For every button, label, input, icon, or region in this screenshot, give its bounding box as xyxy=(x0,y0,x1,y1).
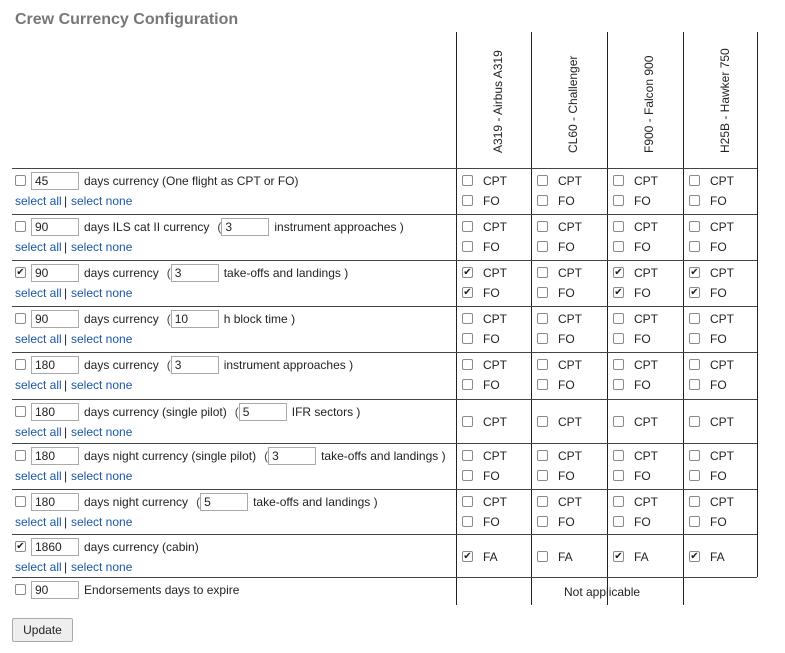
role-checkbox[interactable] xyxy=(613,359,624,370)
role-checkbox[interactable] xyxy=(689,221,700,232)
role-label: FO xyxy=(483,240,500,254)
row-divider xyxy=(12,399,757,400)
role-checkbox[interactable] xyxy=(462,450,473,461)
role-checkbox[interactable] xyxy=(462,470,473,481)
role-checkbox[interactable] xyxy=(613,267,624,278)
currency-label: days currency xyxy=(84,358,159,372)
days-input[interactable]: 90 xyxy=(31,310,79,328)
count-input[interactable]: 3 xyxy=(268,447,316,465)
paren-open: ( xyxy=(217,220,222,234)
select-none-link[interactable]: select none xyxy=(71,515,133,529)
role-label: FO xyxy=(634,286,651,300)
endorsement-label: Endorsements days to expire xyxy=(84,583,240,597)
role-label: CPT xyxy=(710,358,734,372)
role-label: CPT xyxy=(483,220,507,234)
role-checkbox[interactable] xyxy=(462,313,473,324)
count-label: IFR sectors ) xyxy=(291,405,361,419)
role-checkbox[interactable] xyxy=(462,379,473,390)
role-label: CPT xyxy=(558,358,582,372)
currency-enable-checkbox[interactable] xyxy=(15,267,26,278)
role-checkbox[interactable] xyxy=(613,496,624,507)
count-label: h block time ) xyxy=(223,312,296,326)
role-label: CPT xyxy=(634,415,658,429)
aircraft-header-label: F900 - Falcon 900 xyxy=(642,55,656,153)
select-none-link[interactable]: select none xyxy=(71,240,133,254)
role-checkbox[interactable] xyxy=(462,175,473,186)
select-none-link[interactable]: select none xyxy=(71,425,133,439)
role-checkbox[interactable] xyxy=(462,359,473,370)
currency-enable-checkbox[interactable] xyxy=(15,313,26,324)
currency-label: days currency xyxy=(84,266,159,280)
role-checkbox[interactable] xyxy=(537,241,548,252)
role-label: CPT xyxy=(710,495,734,509)
role-checkbox[interactable] xyxy=(462,333,473,344)
currency-label: days ILS cat II currency xyxy=(84,220,210,234)
role-label: FO xyxy=(634,240,651,254)
days-input[interactable]: 90 xyxy=(31,264,79,282)
role-checkbox[interactable] xyxy=(613,379,624,390)
count-input[interactable]: 3 xyxy=(221,218,269,236)
role-label: FO xyxy=(558,286,575,300)
role-label: FO xyxy=(558,240,575,254)
role-checkbox[interactable] xyxy=(689,516,700,527)
role-label: FO xyxy=(558,332,575,346)
column-divider xyxy=(456,32,457,605)
column-divider xyxy=(607,32,608,605)
role-label: CPT xyxy=(558,495,582,509)
link-separator: | xyxy=(64,332,68,346)
row-divider xyxy=(12,489,757,490)
select-all-link[interactable]: select all xyxy=(15,425,62,439)
link-separator: | xyxy=(64,194,68,208)
role-checkbox[interactable] xyxy=(537,516,548,527)
row-divider xyxy=(12,306,757,307)
role-checkbox[interactable] xyxy=(689,195,700,206)
count-input[interactable]: 5 xyxy=(239,403,287,421)
count-label: take-offs and landings ) xyxy=(253,495,378,509)
role-checkbox[interactable] xyxy=(613,416,624,427)
currency-label: days currency xyxy=(84,312,159,326)
role-label: FA xyxy=(483,550,498,564)
role-checkbox[interactable] xyxy=(462,267,473,278)
currency-label: days night currency xyxy=(84,495,189,509)
row-divider xyxy=(12,214,757,215)
role-checkbox[interactable] xyxy=(462,416,473,427)
role-checkbox[interactable] xyxy=(613,470,624,481)
link-separator: | xyxy=(64,286,68,300)
days-input[interactable]: 180 xyxy=(31,447,79,465)
role-checkbox[interactable] xyxy=(537,450,548,461)
select-all-link[interactable]: select all xyxy=(15,515,62,529)
paren-open: ( xyxy=(166,266,171,280)
days-input[interactable]: 1860 xyxy=(31,538,79,556)
select-all-link[interactable]: select all xyxy=(15,560,62,574)
role-label: FO xyxy=(483,332,500,346)
role-label: FO xyxy=(483,515,500,529)
role-label: FO xyxy=(634,194,651,208)
role-checkbox[interactable] xyxy=(462,287,473,298)
count-input[interactable]: 3 xyxy=(171,356,219,374)
not-applicable-label: Not applicable xyxy=(564,585,641,599)
role-label: FO xyxy=(483,469,500,483)
role-checkbox[interactable] xyxy=(613,551,624,562)
role-checkbox[interactable] xyxy=(537,287,548,298)
role-label: CPT xyxy=(483,449,507,463)
count-label: instrument approaches ) xyxy=(223,358,354,372)
role-checkbox[interactable] xyxy=(689,450,700,461)
role-label: CPT xyxy=(710,415,734,429)
role-label: FO xyxy=(710,286,727,300)
role-checkbox[interactable] xyxy=(537,221,548,232)
role-label: CPT xyxy=(634,312,658,326)
select-all-link[interactable]: select all xyxy=(15,194,62,208)
role-checkbox[interactable] xyxy=(462,496,473,507)
select-all-link[interactable]: select all xyxy=(15,240,62,254)
role-label: CPT xyxy=(558,266,582,280)
role-checkbox[interactable] xyxy=(462,221,473,232)
currency-enable-checkbox[interactable] xyxy=(15,450,26,461)
role-checkbox[interactable] xyxy=(689,241,700,252)
role-label: FO xyxy=(558,194,575,208)
role-checkbox[interactable] xyxy=(537,379,548,390)
days-input[interactable]: 180 xyxy=(31,356,79,374)
role-label: FO xyxy=(483,194,500,208)
row-divider xyxy=(12,260,757,261)
currency-label: days night currency (single pilot) xyxy=(84,449,257,463)
row-divider xyxy=(12,577,757,578)
aircraft-header xyxy=(632,32,656,167)
role-label: FO xyxy=(710,332,727,346)
select-none-link[interactable]: select none xyxy=(71,286,133,300)
link-separator: | xyxy=(64,560,68,574)
paren-open: ( xyxy=(264,449,269,463)
select-all-link[interactable]: select all xyxy=(15,469,62,483)
role-label: FO xyxy=(483,286,500,300)
endorsement-checkbox[interactable] xyxy=(15,584,26,595)
role-checkbox[interactable] xyxy=(537,359,548,370)
select-none-link[interactable]: select none xyxy=(71,332,133,346)
role-label: FO xyxy=(710,240,727,254)
paren-open: ( xyxy=(234,405,239,419)
column-divider xyxy=(683,32,684,605)
role-label: FO xyxy=(558,515,575,529)
role-checkbox[interactable] xyxy=(689,287,700,298)
role-label: FO xyxy=(710,194,727,208)
currency-enable-checkbox[interactable] xyxy=(15,541,26,552)
role-label: FO xyxy=(483,378,500,392)
role-label: CPT xyxy=(483,415,507,429)
currency-label: days currency (single pilot) xyxy=(84,405,227,419)
role-label: CPT xyxy=(710,174,734,188)
update-button[interactable]: Update xyxy=(12,618,73,642)
role-label: CPT xyxy=(558,174,582,188)
role-checkbox[interactable] xyxy=(689,359,700,370)
role-checkbox[interactable] xyxy=(613,313,624,324)
role-checkbox[interactable] xyxy=(689,175,700,186)
role-label: FO xyxy=(710,515,727,529)
role-label: CPT xyxy=(558,415,582,429)
role-checkbox[interactable] xyxy=(613,450,624,461)
role-checkbox[interactable] xyxy=(537,313,548,324)
role-label: CPT xyxy=(710,220,734,234)
role-label: FO xyxy=(710,378,727,392)
role-label: CPT xyxy=(558,449,582,463)
currency-enable-checkbox[interactable] xyxy=(15,359,26,370)
role-checkbox[interactable] xyxy=(689,379,700,390)
row-divider xyxy=(12,443,757,444)
role-checkbox[interactable] xyxy=(613,195,624,206)
role-checkbox[interactable] xyxy=(689,416,700,427)
role-checkbox[interactable] xyxy=(613,221,624,232)
role-checkbox[interactable] xyxy=(689,313,700,324)
row-divider xyxy=(12,168,757,169)
aircraft-header-label: H25B - Hawker 750 xyxy=(718,48,732,153)
select-none-link[interactable]: select none xyxy=(71,194,133,208)
count-label: take-offs and landings ) xyxy=(223,266,349,280)
role-label: CPT xyxy=(558,312,582,326)
role-label: FO xyxy=(558,378,575,392)
role-label: CPT xyxy=(558,220,582,234)
days-input[interactable]: 45 xyxy=(31,172,79,190)
role-label: CPT xyxy=(483,358,507,372)
link-separator: | xyxy=(64,469,68,483)
role-label: CPT xyxy=(710,266,734,280)
endorsement-days-input[interactable]: 90 xyxy=(31,581,79,599)
role-checkbox[interactable] xyxy=(537,333,548,344)
role-checkbox[interactable] xyxy=(537,195,548,206)
role-label: FO xyxy=(558,469,575,483)
currency-label: days currency (cabin) xyxy=(84,540,199,554)
select-all-link[interactable]: select all xyxy=(15,378,62,392)
role-label: FO xyxy=(634,469,651,483)
count-input[interactable]: 5 xyxy=(200,493,248,511)
column-divider xyxy=(531,32,532,605)
column-divider xyxy=(757,32,758,577)
role-label: FO xyxy=(634,378,651,392)
role-checkbox[interactable] xyxy=(537,470,548,481)
role-label: CPT xyxy=(634,449,658,463)
link-separator: | xyxy=(64,515,68,529)
role-label: FO xyxy=(634,515,651,529)
link-separator: | xyxy=(64,425,68,439)
role-label: FA xyxy=(558,550,573,564)
aircraft-header xyxy=(481,32,505,167)
role-checkbox[interactable] xyxy=(613,333,624,344)
role-label: CPT xyxy=(710,312,734,326)
currency-enable-checkbox[interactable] xyxy=(15,496,26,507)
paren-open: ( xyxy=(166,312,171,326)
role-checkbox[interactable] xyxy=(537,551,548,562)
select-none-link[interactable]: select none xyxy=(71,378,133,392)
role-label: CPT xyxy=(483,312,507,326)
role-checkbox[interactable] xyxy=(462,195,473,206)
count-input[interactable]: 10 xyxy=(171,310,219,328)
role-label: CPT xyxy=(634,174,658,188)
role-label: CPT xyxy=(634,220,658,234)
role-checkbox[interactable] xyxy=(613,241,624,252)
role-label: FA xyxy=(634,550,649,564)
paren-open: ( xyxy=(196,495,201,509)
role-checkbox[interactable] xyxy=(537,416,548,427)
role-checkbox[interactable] xyxy=(462,551,473,562)
role-checkbox[interactable] xyxy=(537,175,548,186)
link-separator: | xyxy=(64,378,68,392)
aircraft-header xyxy=(708,32,732,167)
role-checkbox[interactable] xyxy=(613,175,624,186)
row-divider xyxy=(12,352,757,353)
role-checkbox[interactable] xyxy=(537,496,548,507)
count-label: instrument approaches ) xyxy=(274,220,404,234)
select-none-link[interactable]: select none xyxy=(71,560,133,574)
count-label: take-offs and landings ) xyxy=(321,449,446,463)
select-all-link[interactable]: select all xyxy=(15,286,62,300)
paren-open: ( xyxy=(166,358,171,372)
select-none-link[interactable]: select none xyxy=(71,469,133,483)
role-checkbox[interactable] xyxy=(537,267,548,278)
link-separator: | xyxy=(64,240,68,254)
role-checkbox[interactable] xyxy=(613,287,624,298)
currency-label: days currency (One flight as CPT or FO) xyxy=(84,174,299,188)
days-input[interactable]: 180 xyxy=(31,403,79,421)
role-label: CPT xyxy=(710,449,734,463)
days-input[interactable]: 90 xyxy=(31,218,79,236)
role-label: CPT xyxy=(483,174,507,188)
role-label: CPT xyxy=(634,266,658,280)
days-input[interactable]: 180 xyxy=(31,493,79,511)
role-label: FO xyxy=(710,469,727,483)
currency-enable-checkbox[interactable] xyxy=(15,221,26,232)
role-label: FA xyxy=(710,550,725,564)
currency-enable-checkbox[interactable] xyxy=(15,175,26,186)
role-label: CPT xyxy=(483,495,507,509)
role-label: FO xyxy=(634,332,651,346)
role-checkbox[interactable] xyxy=(613,516,624,527)
count-input[interactable]: 3 xyxy=(171,264,219,282)
role-label: CPT xyxy=(634,495,658,509)
role-checkbox[interactable] xyxy=(689,333,700,344)
role-label: CPT xyxy=(634,358,658,372)
role-label: CPT xyxy=(483,266,507,280)
select-all-link[interactable]: select all xyxy=(15,332,62,346)
role-checkbox[interactable] xyxy=(689,267,700,278)
page-title: Crew Currency Configuration xyxy=(15,11,239,28)
aircraft-header-label: A319 - Airbus A319 xyxy=(491,50,505,153)
role-checkbox[interactable] xyxy=(689,470,700,481)
aircraft-header-label: CL60 - Challenger xyxy=(566,55,580,153)
role-checkbox[interactable] xyxy=(462,241,473,252)
aircraft-header xyxy=(556,32,580,167)
role-checkbox[interactable] xyxy=(462,516,473,527)
role-checkbox[interactable] xyxy=(689,551,700,562)
row-divider xyxy=(12,534,757,535)
role-checkbox[interactable] xyxy=(689,496,700,507)
currency-enable-checkbox[interactable] xyxy=(15,406,26,417)
